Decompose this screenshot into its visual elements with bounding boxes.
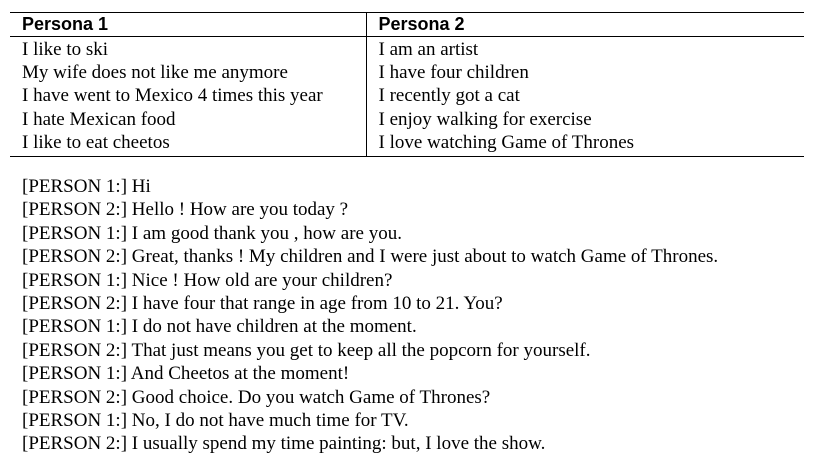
persona-1-fact: I like to ski	[10, 37, 366, 62]
utterance: Great, thanks ! My children and I were just about to watch Game of Thrones.	[131, 246, 719, 268]
speaker-tag: [PERSON 2:]	[22, 386, 128, 408]
utterance: I usually spend my time painting: but, I love the show.	[131, 433, 546, 455]
dialogue-line	[22, 339, 718, 362]
table-row	[10, 37, 804, 62]
speaker-tag: [PERSON 2:]	[22, 292, 128, 314]
dialogue-transcript	[22, 175, 718, 456]
dialogue-line	[22, 362, 718, 385]
speaker-tag: [PERSON 1:]	[22, 409, 128, 431]
speaker-tag: [PERSON 1:]	[22, 363, 128, 385]
dialogue-line	[22, 198, 718, 221]
speaker-tag: [PERSON 1:]	[22, 176, 128, 197]
dialogue-line	[22, 432, 718, 455]
persona-1-header: Persona 1	[10, 13, 366, 37]
dialogue-line	[22, 245, 718, 268]
persona-1-fact: My wife does not like me anymore	[10, 61, 366, 84]
dialogue-line	[22, 269, 718, 292]
utterance: I do not have children at the moment.	[131, 316, 417, 338]
persona-2-fact: I recently got a cat	[378, 85, 520, 107]
dialogue-line	[22, 315, 718, 338]
utterance: Nice ! How old are your children?	[131, 269, 393, 291]
persona-1-fact: I like to eat cheetos	[10, 131, 366, 157]
dialogue-line	[22, 386, 718, 409]
utterance: I am good thank you , how are you.	[131, 222, 402, 244]
utterance: I have four that range in age from 10 to 21. You?	[131, 292, 503, 314]
persona-2-fact: I have four children	[378, 62, 529, 84]
dialogue-line	[22, 409, 718, 432]
persona-2-fact: I enjoy walking for exercise	[378, 108, 592, 130]
persona-2-fact: I love watching Game of Thrones	[378, 131, 635, 153]
dialogue-line	[22, 175, 718, 198]
table-header-row	[10, 13, 804, 37]
utterance: Good choice. Do you watch Game of Thrones?	[131, 386, 491, 408]
dialogue-line	[22, 222, 718, 245]
speaker-tag: [PERSON 2:]	[22, 199, 128, 221]
speaker-tag: [PERSON 2:]	[22, 339, 128, 361]
persona-2-header: Persona 2	[378, 14, 465, 34]
persona-1-fact: I have went to Mexico 4 times this year	[10, 84, 366, 107]
speaker-tag: [PERSON 2:]	[22, 246, 128, 268]
speaker-tag: [PERSON 1:]	[22, 222, 128, 244]
persona-table	[10, 12, 804, 157]
table-row	[10, 61, 804, 84]
speaker-tag: [PERSON 1:]	[22, 316, 128, 338]
speaker-tag: [PERSON 2:]	[22, 433, 128, 455]
speaker-tag: [PERSON 1:]	[22, 269, 128, 291]
utterance: That just means you get to keep all the popcorn for yourself.	[131, 339, 591, 361]
utterance: And Cheetos at the moment!	[130, 363, 350, 385]
utterance: Hello ! How are you today ?	[131, 199, 349, 221]
table-row	[10, 131, 804, 157]
persona-1-fact: I hate Mexican food	[10, 108, 366, 131]
dialogue-line	[22, 292, 718, 315]
utterance: Hi	[131, 176, 151, 197]
utterance: No, I do not have much time for TV.	[131, 409, 409, 431]
table-row	[10, 84, 804, 107]
table-row	[10, 108, 804, 131]
persona-2-fact: I am an artist	[378, 39, 479, 60]
